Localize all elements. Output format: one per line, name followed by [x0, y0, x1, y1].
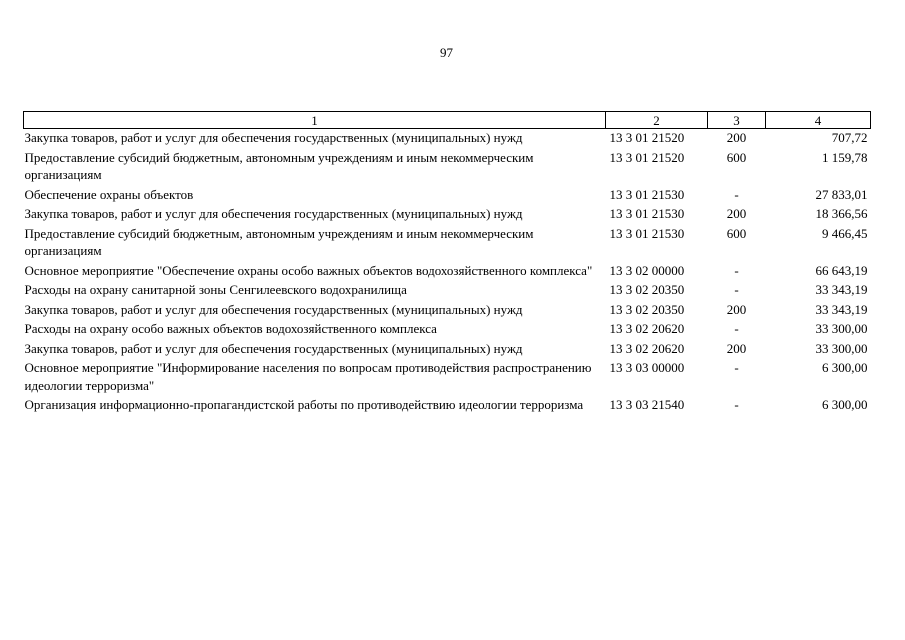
row-description: Закупка товаров, работ и услуг для обеспечения государственных (муниципальных) нужд: [24, 340, 523, 356]
row-amount: 33 300,00: [815, 340, 868, 356]
row-expense-type: 200: [726, 340, 747, 356]
row-code: 13 3 03 00000: [609, 360, 685, 375]
table-row: [24, 301, 871, 321]
row-description: Организация информационно-пропагандистской работы по противодействию идеологии терроризма: [24, 397, 584, 412]
row-expense-type: -: [734, 321, 739, 336]
row-description: Основное мероприятие "Информирование населения по вопросам противодействия распространению идеологии терроризма": [24, 360, 592, 393]
table-row: [24, 340, 871, 360]
row-amount: 9 466,45: [822, 225, 868, 241]
table-row: [24, 225, 871, 262]
row-amount: 1 159,78: [822, 149, 868, 165]
row-expense-type: -: [734, 186, 739, 202]
row-amount: 33 343,19: [815, 282, 868, 297]
row-expense-type: 200: [726, 130, 747, 145]
header-col-2: 2: [606, 112, 708, 129]
row-amount: 33 300,00: [815, 321, 868, 336]
row-expense-type: 200: [726, 206, 747, 221]
row-description: Закупка товаров, работ и услуг для обеспечения государственных (муниципальных) нужд: [24, 130, 523, 145]
row-description: Расходы на охрану санитарной зоны Сенгилеевского водохранилища: [24, 282, 407, 297]
table-row: [24, 320, 871, 340]
table-row: [24, 396, 871, 416]
row-code: 13 3 02 20350: [609, 301, 685, 317]
row-expense-type: 600: [726, 225, 747, 241]
row-code: 13 3 01 21520: [609, 149, 685, 165]
row-code: 13 3 02 20350: [609, 282, 685, 297]
row-amount: 6 300,00: [822, 360, 868, 375]
row-description: Закупка товаров, работ и услуг для обеспечения государственных (муниципальных) нужд: [24, 301, 523, 317]
row-description: Предоставление субсидий бюджетным, автономным учреждениям и иным некоммерческим организациям: [24, 225, 534, 258]
header-row: [24, 112, 871, 129]
page-number: 97: [440, 45, 453, 60]
row-expense-type: -: [734, 282, 739, 297]
row-description: Расходы на охрану особо важных объектов водохозяйственного комплекса: [24, 321, 437, 336]
row-description: Закупка товаров, работ и услуг для обеспечения государственных (муниципальных) нужд: [24, 206, 523, 221]
row-amount: 66 643,19: [815, 262, 868, 278]
budget-table: [23, 111, 871, 416]
row-expense-type: -: [734, 262, 739, 278]
header-col-3: 3: [708, 112, 766, 129]
row-code: 13 3 02 20620: [609, 321, 685, 336]
table-header: [24, 112, 871, 129]
row-expense-type: 200: [726, 301, 747, 317]
row-code: 13 3 01 21530: [609, 186, 685, 202]
row-amount: 33 343,19: [815, 301, 868, 317]
row-expense-type: 600: [726, 149, 747, 165]
table-row: [24, 205, 871, 225]
header-col-4: 4: [766, 112, 871, 129]
row-code: 13 3 01 21530: [609, 206, 685, 221]
table-row: [24, 149, 871, 186]
row-amount: 707,72: [831, 130, 868, 145]
row-code: 13 3 02 00000: [609, 262, 685, 278]
row-expense-type: -: [734, 397, 739, 412]
row-amount: 18 366,56: [815, 206, 868, 221]
header-col-1: 1: [24, 112, 606, 129]
row-amount: 6 300,00: [822, 397, 868, 412]
table-body: [24, 129, 871, 416]
row-code: 13 3 01 21520: [609, 130, 685, 145]
row-code: 13 3 02 20620: [609, 340, 685, 356]
row-amount: 27 833,01: [815, 186, 868, 202]
row-description: Предоставление субсидий бюджетным, автономным учреждениям и иным некоммерческим организациям: [24, 149, 534, 182]
row-code: 13 3 03 21540: [609, 397, 685, 412]
table-row: [24, 186, 871, 206]
row-description: Основное мероприятие "Обеспечение охраны особо важных объектов водохозяйственного комплекса": [24, 262, 593, 278]
table-row: [24, 262, 871, 282]
table-row: [24, 359, 871, 396]
row-expense-type: -: [734, 360, 739, 375]
row-code: 13 3 01 21530: [609, 225, 685, 241]
table-row: [24, 129, 871, 149]
table-row: [24, 281, 871, 301]
row-description: Обеспечение охраны объектов: [24, 186, 194, 202]
